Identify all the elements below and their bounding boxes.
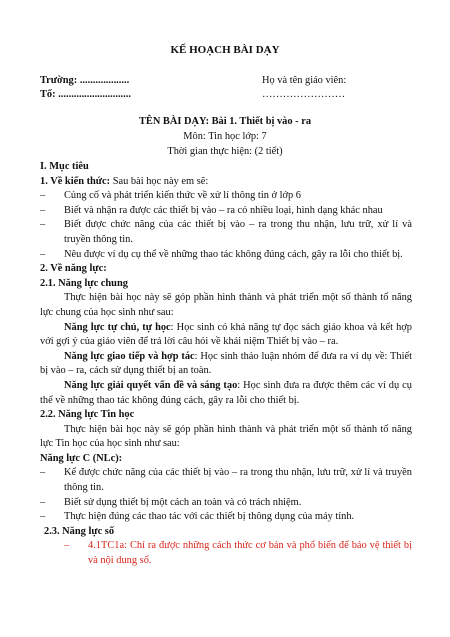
knowledge-bullet: – Củng cố và phát triển kiến thức về xử lí thông tin ở lớp 6 [40,189,412,204]
dash-bullet-icon: – [40,204,46,216]
teacher-label: Họ và tên giáo viên: [262,75,347,86]
dash-bullet-icon: – [40,248,46,260]
school-value: ................... [79,75,130,86]
section-heading-objectives: I. Mục tiêu [40,161,89,172]
group-label: Tổ: [40,89,56,100]
dash-bullet-icon: – [40,467,46,479]
knowledge-bullet: – Biết và nhận ra được các thiết bị vào – ra có nhiều loại, hình dạng khác nhau [40,204,412,219]
duration-line: Thời gian thực hiện: (2 tiết) [167,146,283,157]
subsection-heading-digital: 2.3. Năng lực số [44,525,115,537]
digital-bullet: – 4.1TC1a: Chỉ ra được những cách thức cơ bản và phổ biến để bảo vệ thiết bị và nội dung số. [64,540,412,567]
dash-bullet-icon: – [40,190,46,202]
document-body [40,160,412,569]
subsection-heading-it: 2.2. Năng lực Tin học [40,409,135,421]
knowledge-bullet: – Biết được chức năng của các thiết bị vào – ra trong thu nhận, lưu trữ, xử lí và truyền thông tin. [40,219,412,245]
document-title: KẾ HOẠCH BÀI DẠY [170,44,280,56]
general-intro: Thực hiện bài học này sẽ góp phần hình thành và phát triển một số thành tố năng lực chung của học sinh như sau: [40,292,412,318]
self-study-paragraph: Năng lực tự chủ, tự học: Học sinh có khả năng tự đọc sách giáo khoa và kết hợp với gợi ý của giáo viên để trả lời câu hỏi về khái niệm Thiết bị vào – ra. [40,321,412,348]
knowledge-line [40,175,412,190]
nlc-bullet: – Kể được chức năng của các thiết bị vào – ra trong thu nhận, lưu trữ, xử lí và truyền thông tin. [40,467,412,494]
communication-paragraph: Năng lực giao tiếp và hợp tác: Học sinh thảo luận nhóm để đưa ra ví dụ về: Thiết bị vào – ra, cách sử dụng thiết bị an toàn. [40,350,412,377]
dash-bullet-icon: – [64,540,70,552]
knowledge-intro: Sau bài học này em sẽ: [110,175,209,187]
section-heading-competency: 2. Về năng lực: [40,263,107,275]
dash-bullet-icon: – [40,511,46,523]
school-field [40,74,129,89]
group-value: ............................ [58,89,131,100]
school-label: Trường: [40,75,78,86]
lesson-title: TÊN BÀI DẠY: Bài 1. Thiết bị vào - ra [138,116,312,127]
knowledge-label: 1. Về kiến thức: [40,175,111,187]
teacher-value: …………………… [262,89,346,100]
dash-bullet-icon: – [40,219,46,231]
subject-line: Môn: Tin học lớp: 7 [183,131,267,142]
problem-solving-paragraph: Năng lực giải quyết vấn đề và sáng tạo: Học sinh đưa ra được thêm các ví dụ cụ thể về những thao tác không đúng cách, gây ra lỗi cho thiết bị. [40,379,412,406]
knowledge-bullet: – Nêu được ví dụ cụ thể về những thao tác không đúng cách, gây ra lỗi cho thiết bị. [40,248,412,263]
nlc-bullet: – Biết sử dụng thiết bị một cách an toàn và có trách nhiệm. [40,496,412,511]
nlc-heading: Năng lực C (NLc): [40,452,123,464]
group-field [40,88,131,103]
nlc-bullet: – Thực hiện đúng các thao tác với các thiết bị thông dụng của máy tính. [40,510,412,525]
subsection-heading-general: 2.1. Năng lực chung [40,277,128,289]
dash-bullet-icon: – [40,496,46,508]
it-intro: Thực hiện bài học này sẽ góp phần hình thành và phát triển một số thành tố năng lực Tin học của học sinh như sau: [40,423,412,450]
